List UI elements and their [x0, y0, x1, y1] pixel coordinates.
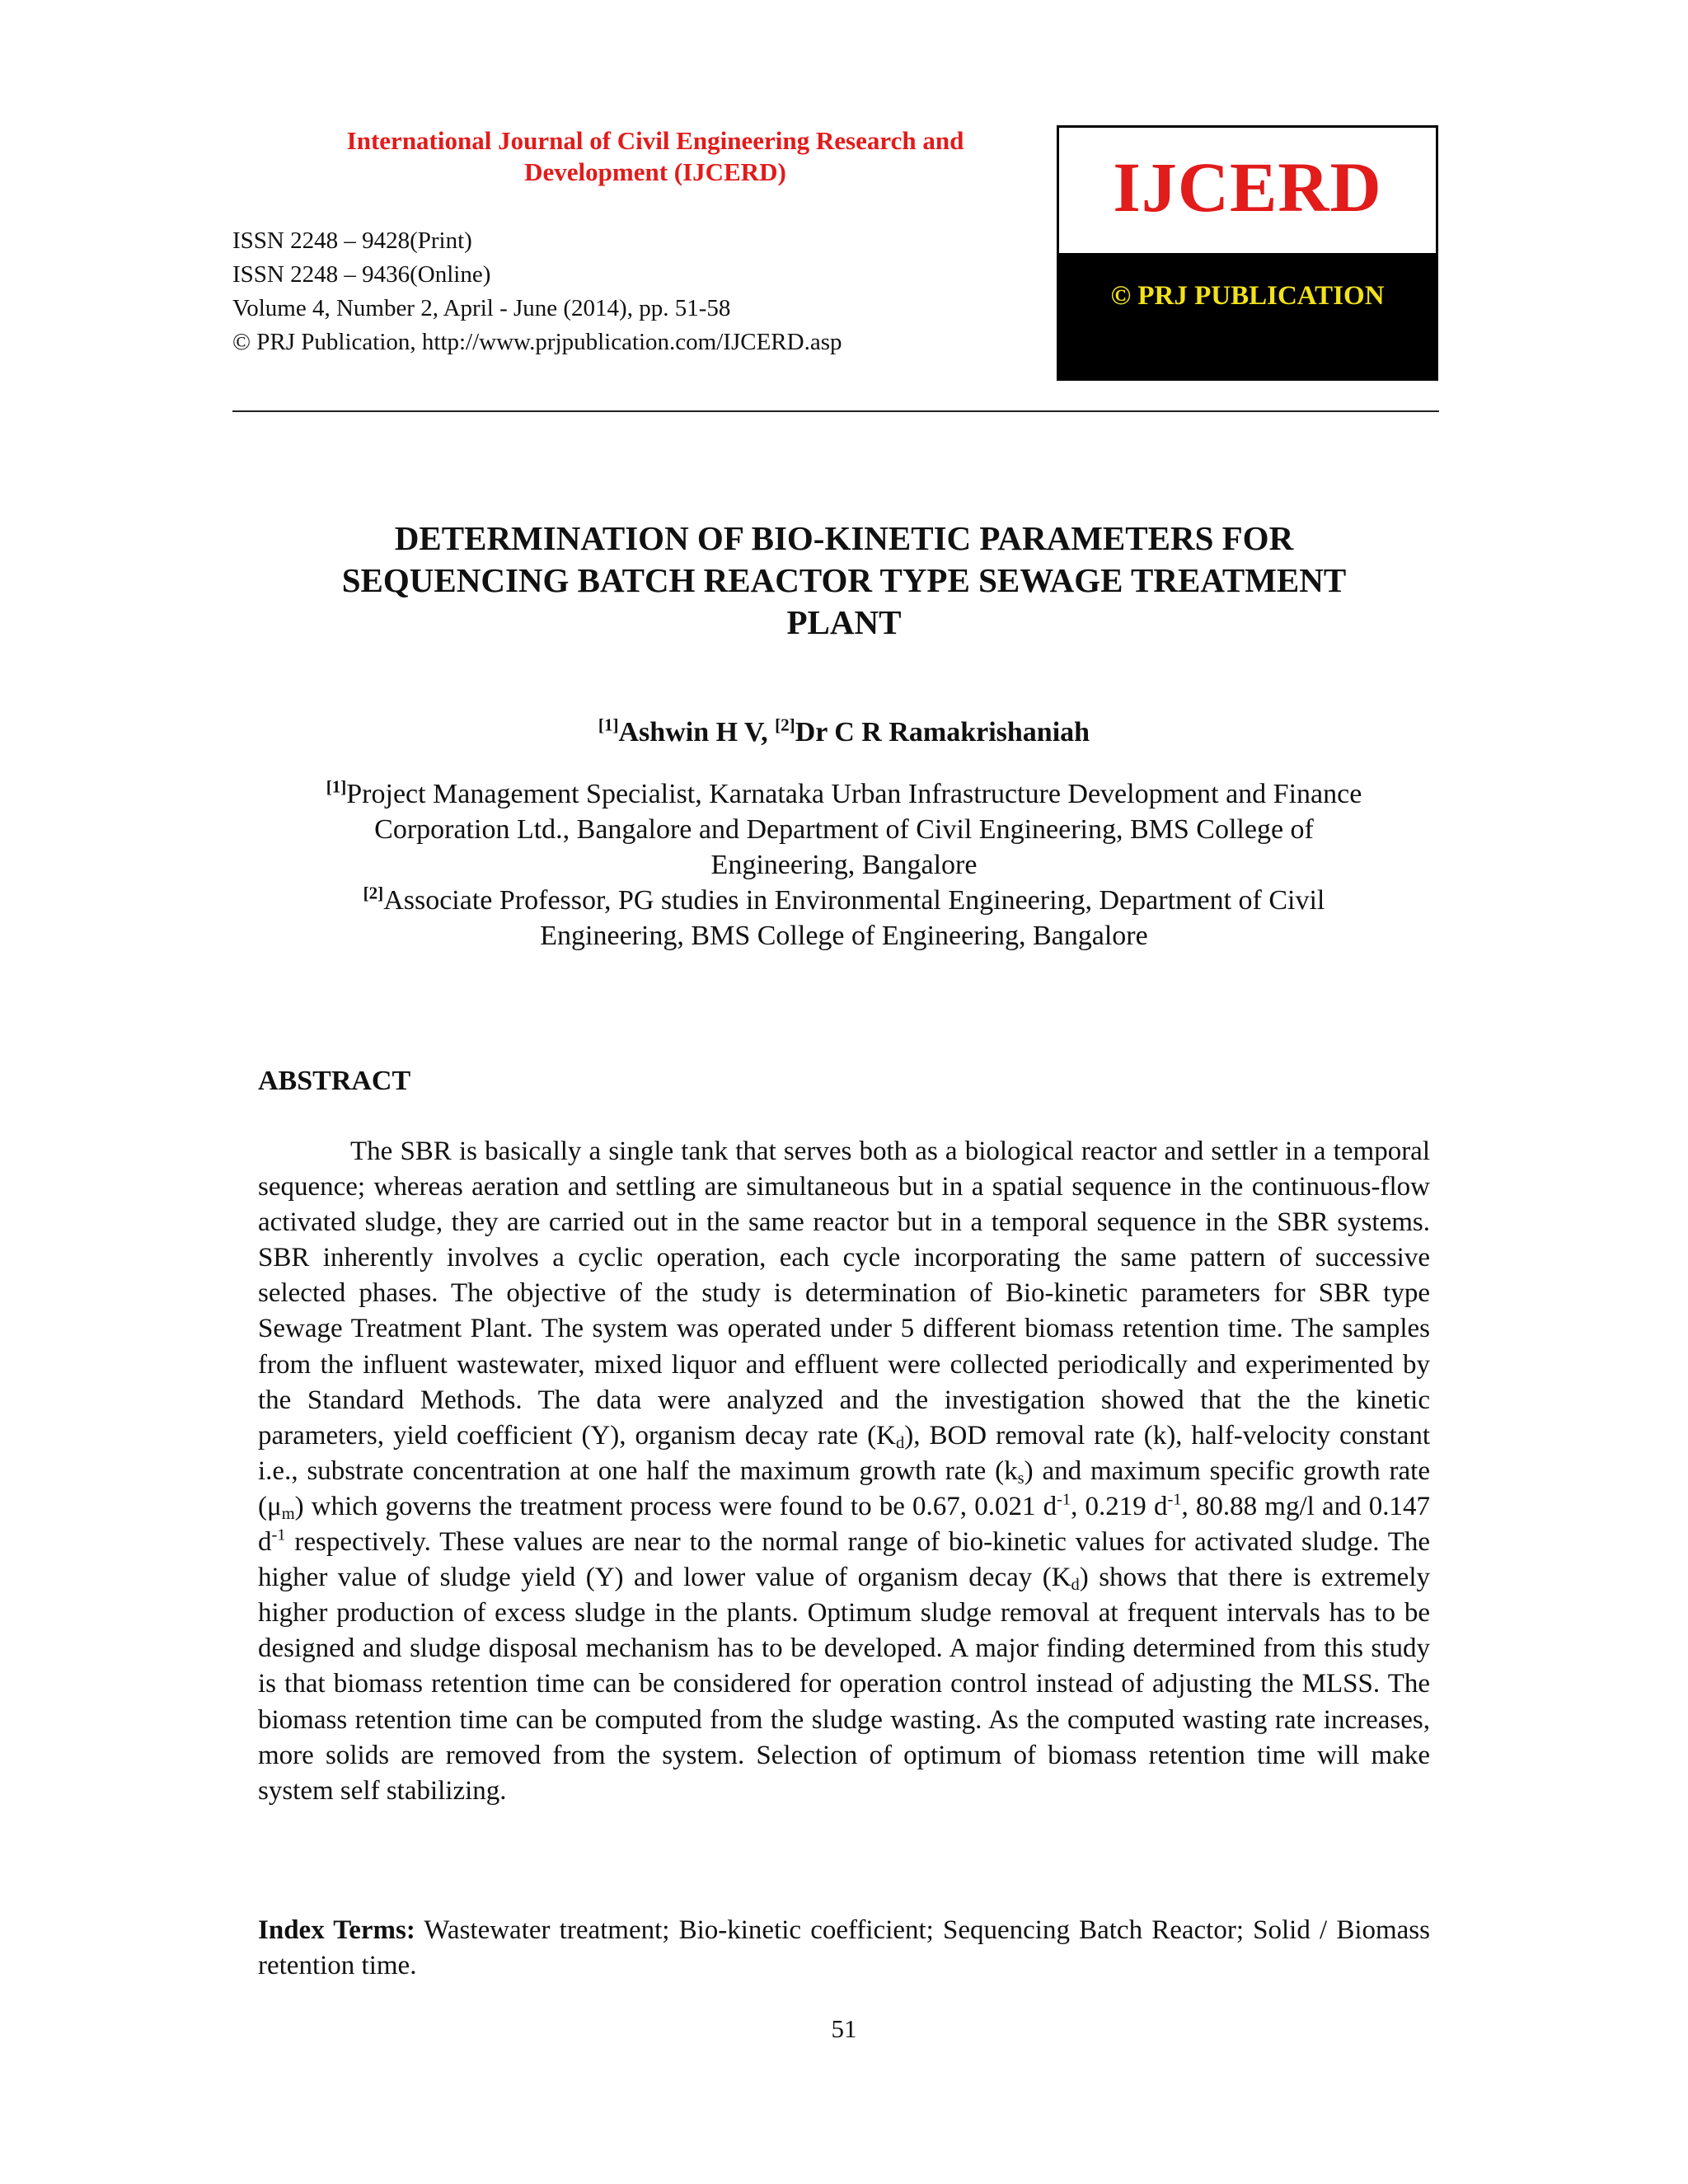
abstract-text-7: respectively. These values are near to the normal range of bio-kinetic values for activated sludge. The higher value of sludge yield (Y) and lower value of organism decay (K — [258, 1527, 1430, 1593]
index-terms — [258, 1913, 1430, 1984]
authors — [247, 715, 1441, 751]
publication-info — [232, 224, 1024, 359]
affiliation-2 — [247, 883, 1441, 954]
abstract-text-8: ) shows that there is extremely higher production of excess sludge in the plants. Optimum sludge removal at frequent intervals has to be designed and sludge disposal mechanism has to be developed. A major finding determined from this study is that biomass retention time can be considered for operation control instead of adjusting the MLSS. The biomass retention time can be computed from the sludge wasting. As the computed wasting rate increases, more solids are removed from the system. Selection of optimum of biomass retention time will make system self stabilizing. — [258, 1563, 1430, 1806]
logo-title: IJCERD — [1113, 148, 1382, 227]
superscript-minus-one: -1 — [1057, 1490, 1071, 1509]
journal-name-line1: International Journal of Civil Engineering Research and — [346, 126, 964, 155]
affiliation1-line1: Project Management Specialist, Karnataka Urban Infrastructure Development and Finance — [346, 779, 1362, 809]
index-terms-text: Wastewater treatment; Bio-kinetic coefficient; Sequencing Batch Reactor; Solid / Biomass retention time. — [258, 1915, 1430, 1980]
abstract-text-1: The SBR is basically a single tank that serves both as a biological reactor and settler in a temporal sequence; whereas aeration and settling are simultaneous but in a spatial sequence in the continuous-flow activated sludge, they are carried out in the same reactor but in a temporal sequence in the SBR systems. SBR inherently involves a cyclic operation, each cycle incorporating the same pattern of successive selected phases. The objective of the study is determination of Bio-kinetic parameters for SBR type Sewage Treatment Plant. The system was operated under 5 different biomass retention time. The samples from the influent wastewater, mixed liquor and effluent were collected periodically and experimented by the Standard Methods. The data were analyzed and the investigation showed that the the kinetic parameters, yield coefficient (Y), organism decay rate (K — [258, 1137, 1430, 1451]
abstract-text-2: ), BOD removal rate (k), half-velocity constant i.e., substrate concentration at one half the maximum growth rate (k — [258, 1420, 1431, 1486]
abstract-text-3: ) and maximum specific growth rate (μ — [258, 1455, 1430, 1521]
author1-name: Ashwin H V, — [618, 717, 768, 748]
subscript-m: m — [281, 1505, 295, 1524]
author1-mark: [1] — [598, 715, 619, 735]
logo-band — [1059, 253, 1436, 378]
paper-title — [247, 518, 1441, 644]
affiliation1-mark: [1] — [326, 776, 347, 797]
logo-publication: © PRJ PUBLICATION — [1110, 281, 1385, 311]
subscript-d: d — [895, 1433, 905, 1452]
volume-info: Volume 4, Number 2, April - June (2014), pp. 51-58 — [232, 295, 731, 321]
page-number: 51 — [831, 2014, 857, 2043]
issn-print: ISSN 2248 – 9428(Print) — [232, 227, 472, 254]
author2-name: Dr C R Ramakrishaniah — [795, 717, 1090, 748]
abstract-body — [258, 1134, 1430, 1809]
affiliations — [247, 776, 1441, 954]
abstract-text-6: , 80.88 mg/l and 0.147 d — [258, 1491, 1431, 1558]
abstract-text-5: , 0.219 d — [1071, 1491, 1168, 1521]
journal-name-line2: Development (IJCERD) — [524, 157, 786, 186]
affiliation2-mark: [2] — [363, 883, 384, 903]
affiliation-1 — [247, 776, 1441, 883]
abstract-heading: ABSTRACT — [258, 1066, 411, 1096]
affiliation1-line2: Corporation Ltd., Bangalore and Department of Civil Engineering, BMS College of — [374, 814, 1314, 845]
publisher-info: © PRJ Publication, http://www.prjpublication.com/IJCERD.asp — [232, 329, 842, 355]
journal-logo — [1057, 125, 1438, 381]
index-terms-label: Index Terms: — [258, 1915, 415, 1945]
journal-name — [272, 125, 1039, 188]
issn-online: ISSN 2248 – 9436(Online) — [232, 261, 491, 288]
title-line2: SEQUENCING BATCH REACTOR TYPE SEWAGE TREATMENT — [341, 561, 1347, 599]
subscript-s: s — [1017, 1469, 1025, 1488]
author2-mark: [2] — [775, 715, 795, 735]
affiliation2-line1: Associate Professor, PG studies in Environmental Engineering, Department of Civil — [383, 885, 1325, 916]
title-line3: PLANT — [786, 603, 902, 641]
superscript-minus-one: -1 — [271, 1526, 286, 1544]
superscript-minus-one: -1 — [1167, 1490, 1182, 1509]
affiliation1-line3: Engineering, Bangalore — [710, 850, 978, 880]
title-line1: DETERMINATION OF BIO-KINETIC PARAMETERS FOR — [394, 519, 1294, 557]
header-divider — [232, 410, 1439, 412]
affiliation2-line2: Engineering, BMS College of Engineering, Bangalore — [540, 921, 1148, 951]
subscript-d: d — [1071, 1576, 1080, 1595]
abstract-text-4: ) which governs the treatment process were found to be 0.67, 0.021 d — [294, 1491, 1057, 1521]
